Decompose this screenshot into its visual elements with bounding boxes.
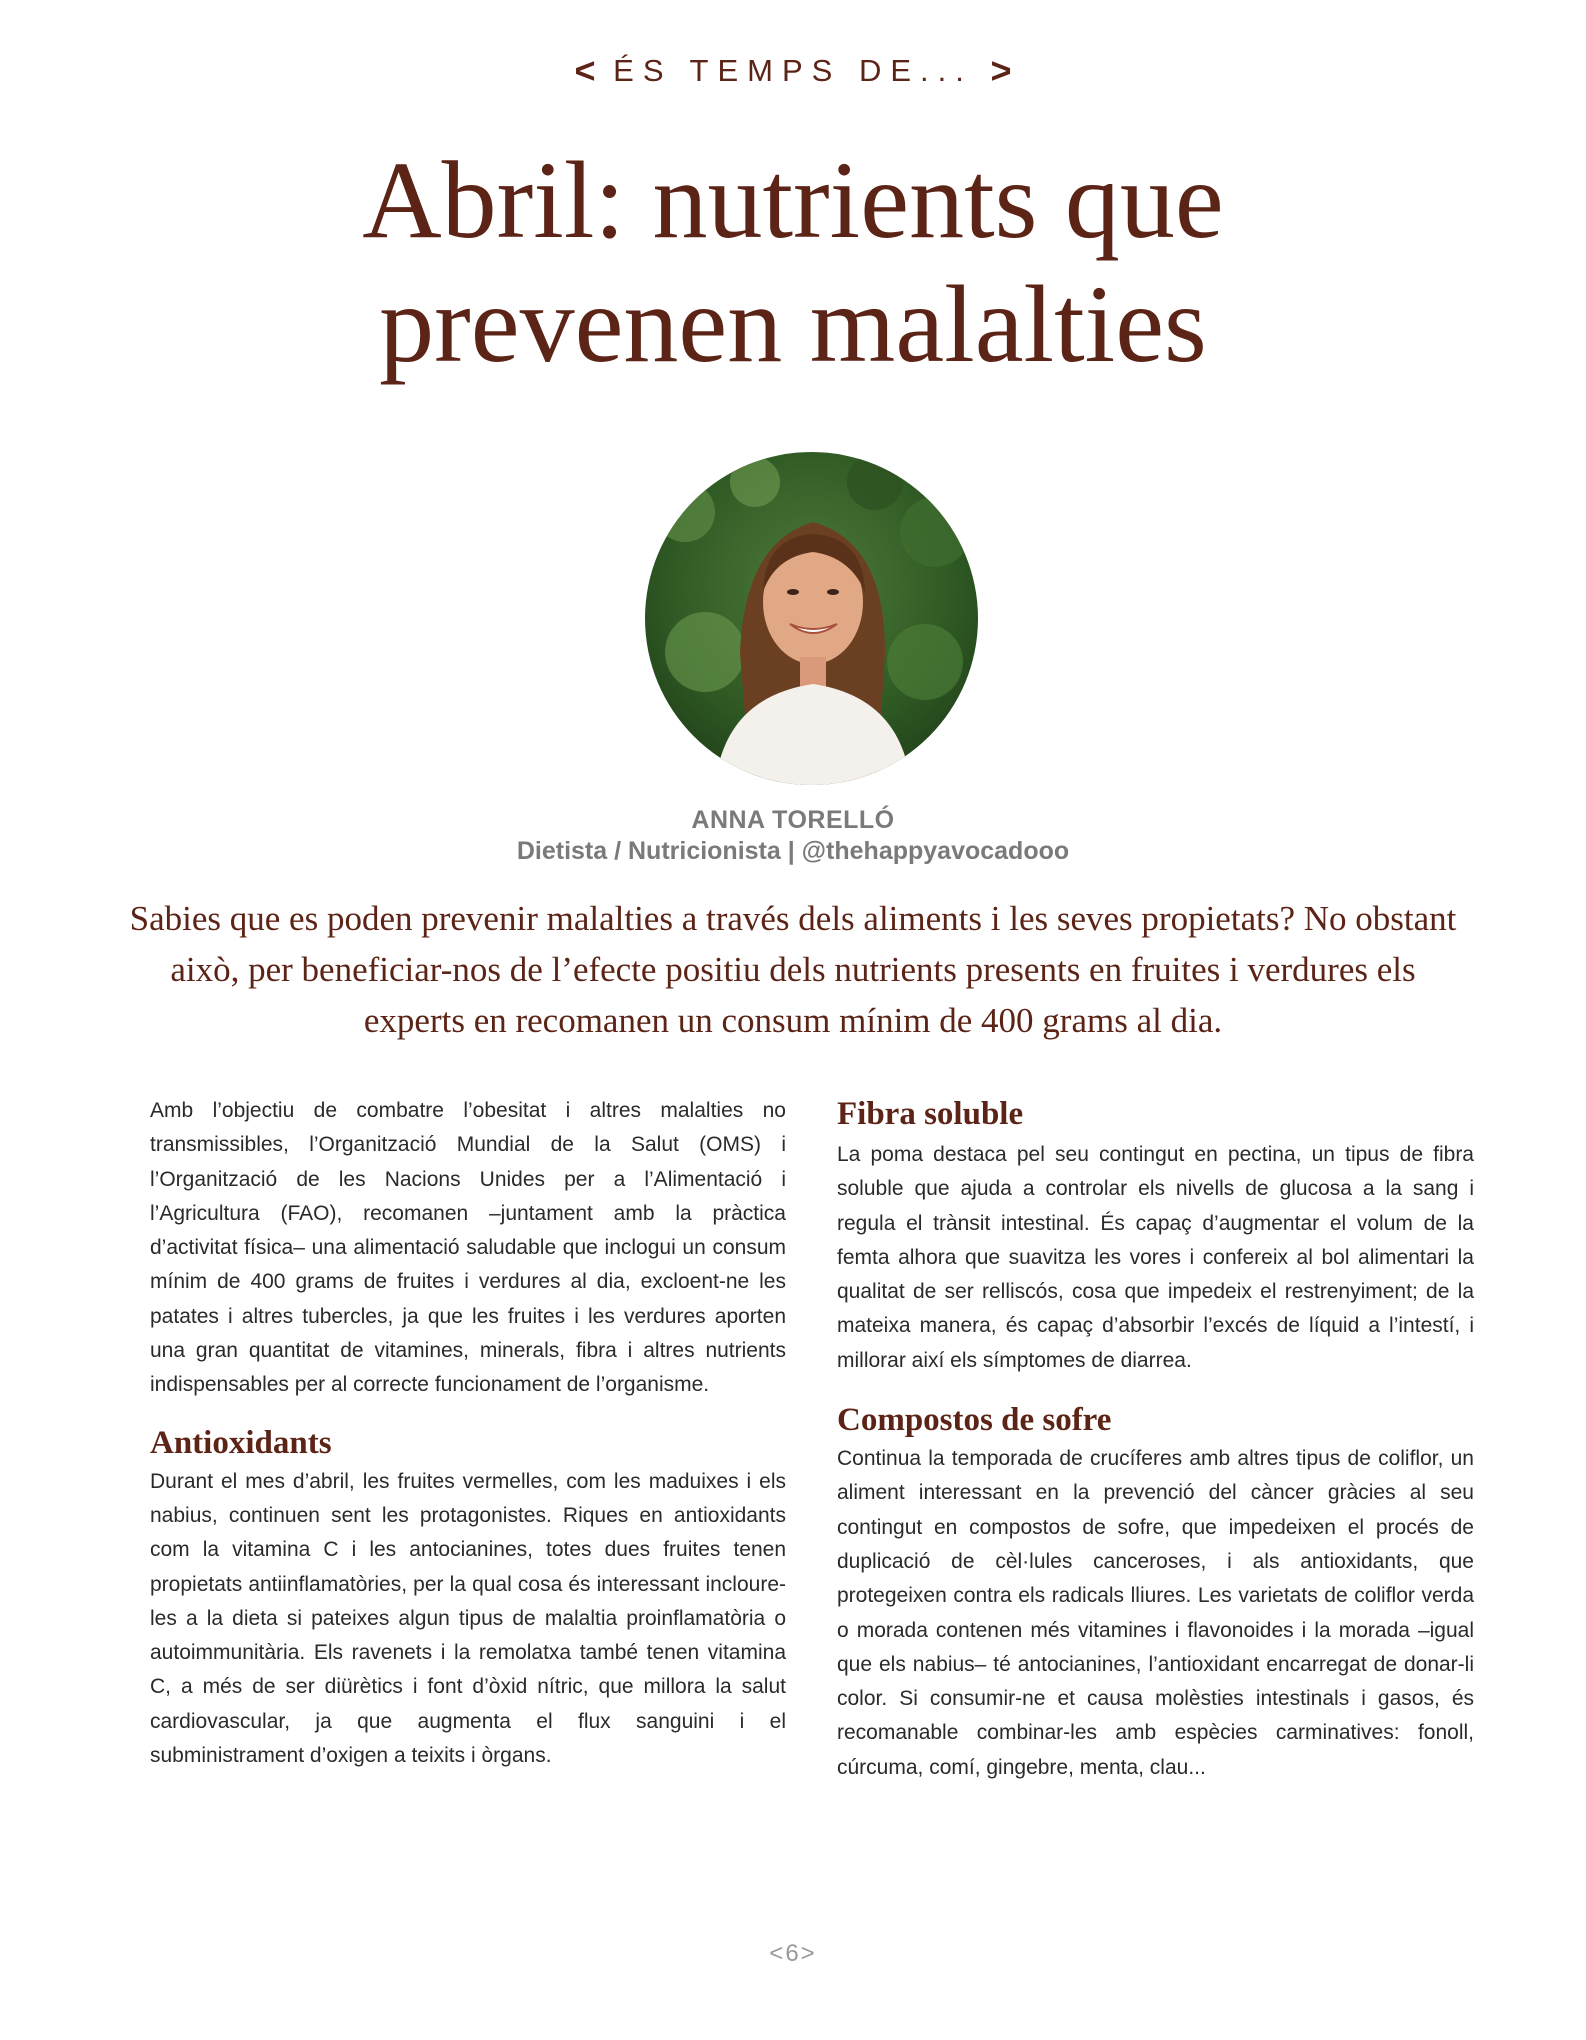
page-number-value: 6: [785, 1940, 801, 1967]
right-column: [837, 1094, 1474, 1785]
article-lead: Sabies que es poden prevenir malalties a través dels aliments i les seves propietats? No obstant això, per beneficiar-nos de l’efecte positiu dels nutrients presents en fruites i verdures els experts en recomanen un consum mínim de 400 grams al dia.: [129, 899, 1457, 1040]
author-photo-illustration: [645, 452, 978, 785]
section-heading-antioxidants: Antioxidants: [150, 1424, 332, 1461]
section-kicker: [0, 50, 1586, 92]
section-heading-fibra: Fibra soluble: [837, 1096, 1024, 1132]
title-line-2: prevenen malalties: [379, 263, 1207, 385]
page-number-left-chevron: <: [769, 1940, 786, 1967]
article-title: [0, 138, 1586, 386]
page-number-right-chevron: >: [800, 1940, 817, 1967]
kicker-left-chevron: <: [574, 50, 596, 91]
page-number: [0, 1940, 1586, 1968]
section-heading-sofre: Compostos de sofre: [837, 1402, 1112, 1439]
kicker-text: ÉS TEMPS DE...: [613, 53, 973, 88]
intro-paragraph: Amb l’objectiu de combatre l’obesitat i altres malalties no transmissibles, l’Organització Mundial de la Salut (OMS) i l’Organització de les Nacions Unides per a l’Alimentació i l’Agricultura (FAO), recomanen –juntament amb la pràctica d’activitat física– una alimentació saludable que inclogui un consum mínim de 400 grams de fruites i verdures al dia, excloent-ne les patates i altres tubercles, ja que les fruites i les verdures aporten una gran quantitat de vitamines, minerals, fibra i altres nutrients indispensables per al correcte funcionament de l’organisme.: [150, 1099, 786, 1397]
author-role: Dietista / Nutricionista | @thehappyavocadooo: [516, 837, 1070, 865]
section-body-antioxidants: Durant el mes d’abril, les fruites vermelles, com les maduixes i els nabius, continuen sent les protagonistes. Riques en antioxidants com la vitamina C i les antocianines, totes dues fruites tenen propietats antiinflamatòries, per la qual cosa és interessant incloure-les a la dieta si pateixes algun tipus de malaltia proinflamatòria o autoimmunitària. Els ravenets i la remolatxa també tenen vitamina C, a més de ser diürètics i font d’òxid nítric, que millora la salut cardiovascular, ja que augmenta el flux sanguini i el subministrament d’oxigen a teixits i òrgans.: [150, 1469, 786, 1768]
author-portrait: [645, 452, 978, 785]
title-line-1: Abril: nutrients que: [362, 139, 1224, 261]
section-body-sofre: Continua la temporada de crucíferes amb altres tipus de coliflor, un aliment interessant en la prevenció del càncer gràcies al seu contingut en compostos de sofre, que impedeixen el procés de duplicació de cèl·lules canceroses, i als antioxidants, que protegeixen contra els radicals lliures. Les varietats de coliflor verda o morada contenen més vitamines i flavonoides i la morada –igual que els nabius– té antocianines, l’antioxidant encarregat de donar-li color. Si consumir-ne et causa molèsties intestinals i gasos, és recomanable combinar-les amb espècies carminatives: fonoll, cúrcuma, comí, gingebre, menta, clau...: [837, 1447, 1474, 1779]
author-name: ANNA TORELLÓ: [691, 806, 895, 834]
kicker-right-chevron: >: [990, 50, 1012, 91]
left-column: [150, 1094, 786, 1773]
section-body-fibra: La poma destaca pel seu contingut en pectina, un tipus de fibra soluble que ajuda a controlar els nivells de glucosa a la sang i regula el trànsit intestinal. És capaç d’augmentar el volum de la femta alhora que suavitza les vores i confereix al bol alimentari la qualitat de ser relliscós, cosa que impedeix el restrenyiment; de la mateixa manera, és capaç d’absorbir l’excés de líquid a l’intestí, i millorar així els símptomes de diarrea.: [837, 1143, 1474, 1372]
